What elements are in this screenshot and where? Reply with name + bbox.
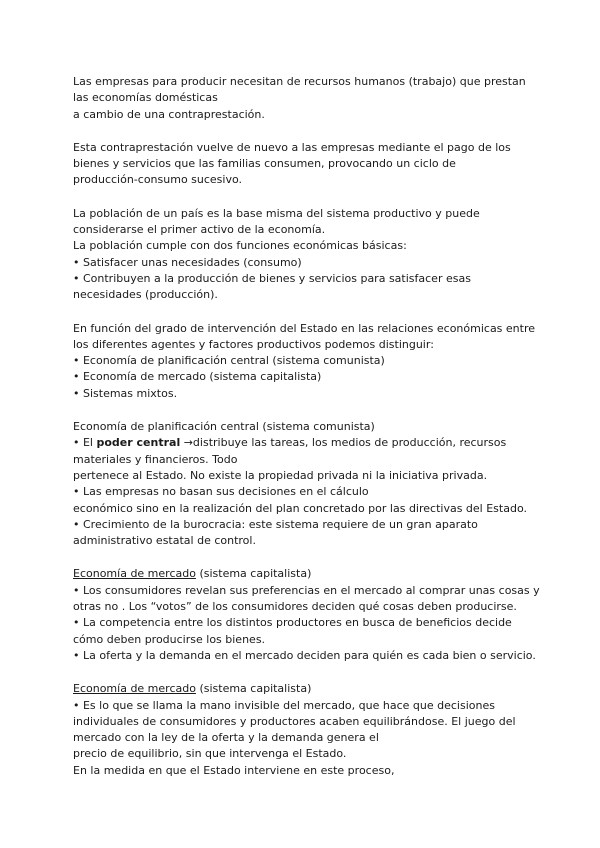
underlined-heading: Economía de mercado (73, 567, 196, 581)
text-line: Las empresas para producir necesitan de recursos humanos (trabajo) que prestan (73, 75, 526, 88)
bullet-item: • Contribuyen a la producción de bienes y servicios para satisfacer esas (73, 271, 471, 285)
bullet-item: • Economía de mercado (sistema capitalista) (73, 370, 322, 384)
paragraph-intervencion-estado (73, 321, 540, 402)
text-line: individuales de consumidores y productores acaben equilibrándose. El juego del (73, 714, 516, 728)
paragraph-contraprestacion (73, 140, 540, 189)
heading-rest: (sistema capitalista) (195, 567, 312, 581)
underlined-heading: Economía de mercado (73, 682, 196, 696)
bullet-item: • Los consumidores revelan sus preferencias en el mercado al comprar unas cosas y (73, 583, 540, 597)
text-line: cómo deben producirse los bienes. (73, 632, 266, 646)
bullet-item: • Las empresas no basan sus decisiones en el cálculo (73, 485, 369, 499)
text-line: La población de un país es la base misma del sistema productivo y puede (73, 206, 480, 220)
text-line: precio de equilibrio, sin que intervenga el Estado. (73, 747, 347, 761)
text-line: administrativo estatal de control. (73, 534, 256, 548)
section-economia-mercado-2 (73, 681, 540, 779)
bullet-item: • Economía de planificación central (sistema comunista) (73, 354, 385, 368)
bullet-text: →distribuye las tareas, los medios de producción, recursos (180, 436, 507, 450)
bullet-item: • Satisfacer unas necesidades (consumo) (73, 255, 302, 269)
text-line: los diferentes agentes y factores productivos podemos distinguir: (73, 337, 434, 351)
bullet-item: • La oferta y la demanda en el mercado deciden para quién es cada bien o servicio. (73, 648, 536, 662)
text-line: La población cumple con dos funciones económicas básicas: (73, 239, 407, 253)
paragraph-recursos-humanos (73, 74, 540, 123)
text-line: económico sino en la realización del plan concretado por las directivas del Estado. (73, 501, 527, 515)
bold-term-poder-central: poder central (96, 436, 181, 450)
text-line: mercado con la ley de la oferta y la demanda genera el (73, 731, 379, 745)
text-line: producción-consumo sucesivo. (73, 173, 243, 187)
text-line: otras no . Los “votos” de los consumidores deciden qué cosas deben producirse. (73, 600, 517, 614)
bullet-item: • Es lo que se llama la mano invisible del mercado, que hace que decisiones (73, 698, 495, 712)
text-line: necesidades (producción). (73, 288, 218, 302)
section-planificacion-central (73, 419, 540, 549)
text-line: materiales y financieros. Todo (73, 452, 238, 466)
text-line: considerarse el primer activo de la economía. (73, 223, 326, 237)
paragraph-poblacion (73, 206, 540, 304)
text-line: Esta contraprestación vuelve de nuevo a las empresas mediante el pago de los (73, 140, 511, 154)
text-line: En la medida en que el Estado interviene en este proceso, (73, 763, 395, 777)
bullet-prefix: • El (73, 436, 97, 450)
text-line: En función del grado de intervención del Estado en las relaciones económicas entre (73, 321, 536, 335)
section-heading (73, 681, 540, 697)
bullet-item: • Crecimiento de la burocracia: este sistema requiere de un gran aparato (73, 517, 478, 531)
section-economia-mercado-1 (73, 566, 540, 664)
heading-rest: (sistema capitalista) (195, 682, 312, 696)
text-line: bienes y servicios que las familias consumen, provocando un ciclo de (73, 157, 456, 171)
text-line: pertenece al Estado. No existe la propiedad privada ni la iniciativa privada. (73, 468, 488, 482)
section-heading (73, 566, 540, 582)
text-line: las economías domésticas (73, 91, 218, 105)
bullet-item: • La competencia entre los distintos productores en busca de beneficios decide (73, 616, 512, 630)
text-line: a cambio de una contraprestación. (73, 107, 265, 121)
section-heading: Economía de planificación central (sistema comunista) (73, 420, 375, 434)
bullet-item (73, 435, 540, 451)
bullet-item: • Sistemas mixtos. (73, 386, 178, 400)
